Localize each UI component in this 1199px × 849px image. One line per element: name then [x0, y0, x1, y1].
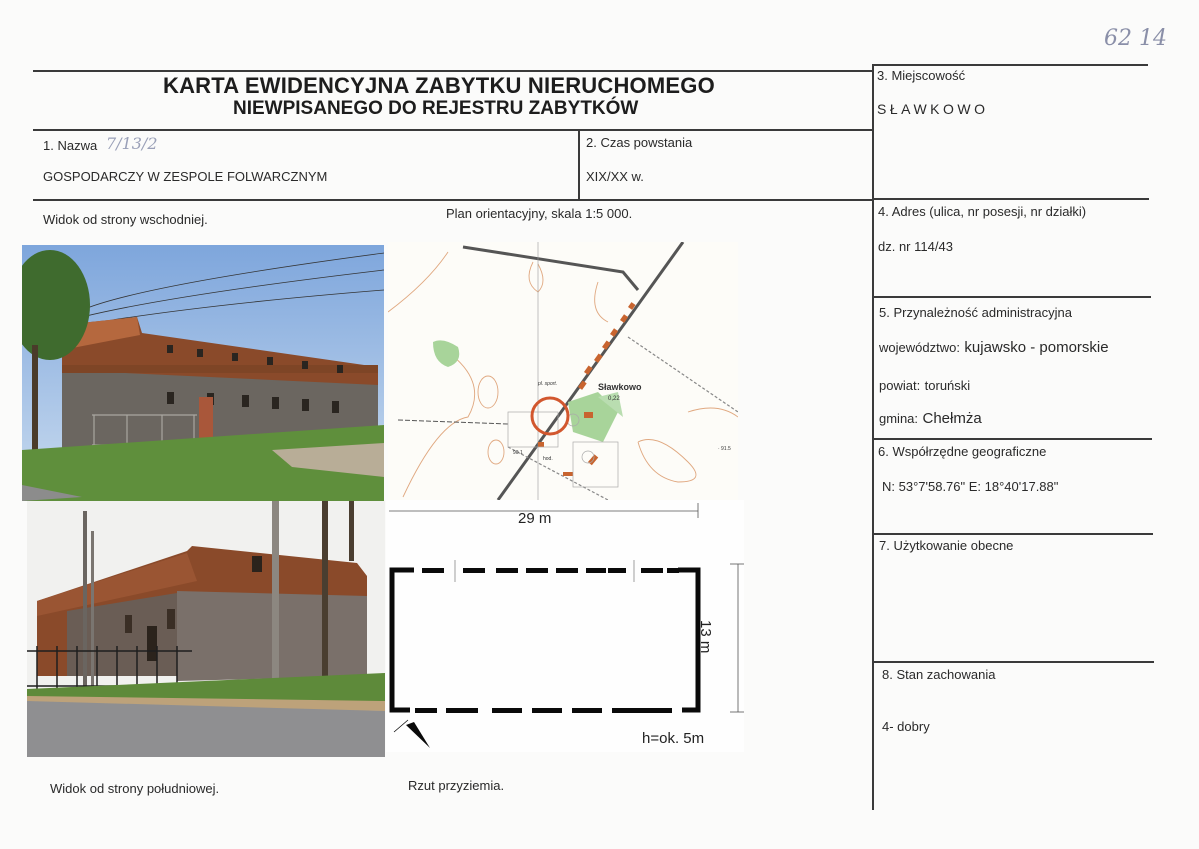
adres-value: dz. nr 114/43 [878, 239, 953, 254]
floor-plan-drawing [386, 500, 744, 752]
uzytkowanie-label: 7. Użytkowanie obecne [879, 538, 1014, 553]
caption-map: Plan orientacyjny, skala 1:5 000. [446, 206, 633, 221]
wojewodztwo-row [879, 339, 1109, 357]
top-rule-left [33, 70, 873, 72]
przynaleznosc-label: 5. Przynależność administracyjna [879, 305, 1072, 320]
czas-powstania-value: XIX/XX w. [586, 169, 644, 184]
topographic-map-illustration [388, 242, 738, 500]
map-hod-label: hod. [543, 456, 553, 462]
adres-label: 4. Adres (ulica, nr posesji, nr działki) [878, 204, 1087, 219]
map-place-sub: 0,22 [608, 396, 620, 402]
plan-depth-label: 13 m [697, 620, 714, 654]
stan-zachowania-label: 8. Stan zachowania [882, 667, 996, 682]
powiat-value: toruński [924, 378, 971, 393]
rule-sec7-end [873, 661, 1154, 663]
wojewodztwo-value: kujawsko - pomorskie [964, 339, 1109, 356]
document-subtitle: NIEWPISANEGO DO REJESTRU ZABYTKÓW [233, 98, 639, 119]
gmina-label: gmina: [879, 411, 919, 426]
map-elevation-1: 90.1 [513, 450, 523, 456]
map-place-label: Sławkowo [598, 382, 642, 392]
miejscowosc-label: 3. Miejscowość [877, 68, 966, 83]
map-elevation-2: · 91.5 [718, 446, 731, 452]
wspolrzedne-label: 6. Współrzędne geograficzne [878, 444, 1047, 459]
plan-width-label: 29 m [518, 510, 552, 527]
photo-east-view [22, 245, 384, 501]
map-sport-label: pl. sport. [538, 381, 558, 387]
nazwa-value: GOSPODARCZY W ZESPOLE FOLWARCZNYM [43, 169, 328, 184]
nazwa-handwritten-note: 7/13/2 [106, 134, 158, 153]
orientation-map [388, 242, 738, 500]
powiat-label: powiat: [879, 378, 921, 393]
caption-floor-plan: Rzut przyziemia. [408, 778, 505, 793]
barn-south-photo-illustration [27, 501, 385, 757]
name-date-divider [578, 129, 580, 200]
rule-sec4-end [873, 296, 1151, 298]
floor-plan [386, 500, 744, 752]
rule-below-title [33, 129, 873, 131]
gmina-row [879, 410, 982, 428]
plan-height-label: h=ok. 5m [642, 730, 705, 747]
north-arrow-icon [406, 722, 430, 748]
right-column-divider [872, 64, 874, 810]
gmina-value: Chełmża [922, 410, 982, 427]
rule-sec6-end [873, 533, 1153, 535]
czas-powstania-label: 2. Czas powstania [586, 135, 693, 150]
rule-sec3-end [873, 198, 1149, 200]
handwritten-catalog-number: 62 14 [1104, 26, 1167, 51]
nazwa-label: 1. Nazwa [43, 138, 98, 153]
stan-zachowania-value: 4- dobry [882, 719, 930, 734]
top-rule-right [873, 64, 1148, 66]
rule-below-name [33, 199, 873, 201]
wojewodztwo-label: województwo: [879, 340, 960, 355]
powiat-row [879, 377, 970, 395]
rule-sec5-end [873, 438, 1152, 440]
barn-east-photo-illustration [22, 245, 384, 501]
document-title: KARTA EWIDENCYJNA ZABYTKU NIERUCHOMEGO [163, 73, 715, 98]
photo-south-view [27, 501, 385, 757]
caption-photo-south: Widok od strony południowej. [50, 781, 220, 796]
wspolrzedne-value: N: 53°7'58.76" E: 18°40'17.88" [882, 479, 1059, 494]
caption-photo-east: Widok od strony wschodniej. [43, 212, 208, 227]
miejscowosc-value: SŁAWKOWO [877, 101, 989, 117]
